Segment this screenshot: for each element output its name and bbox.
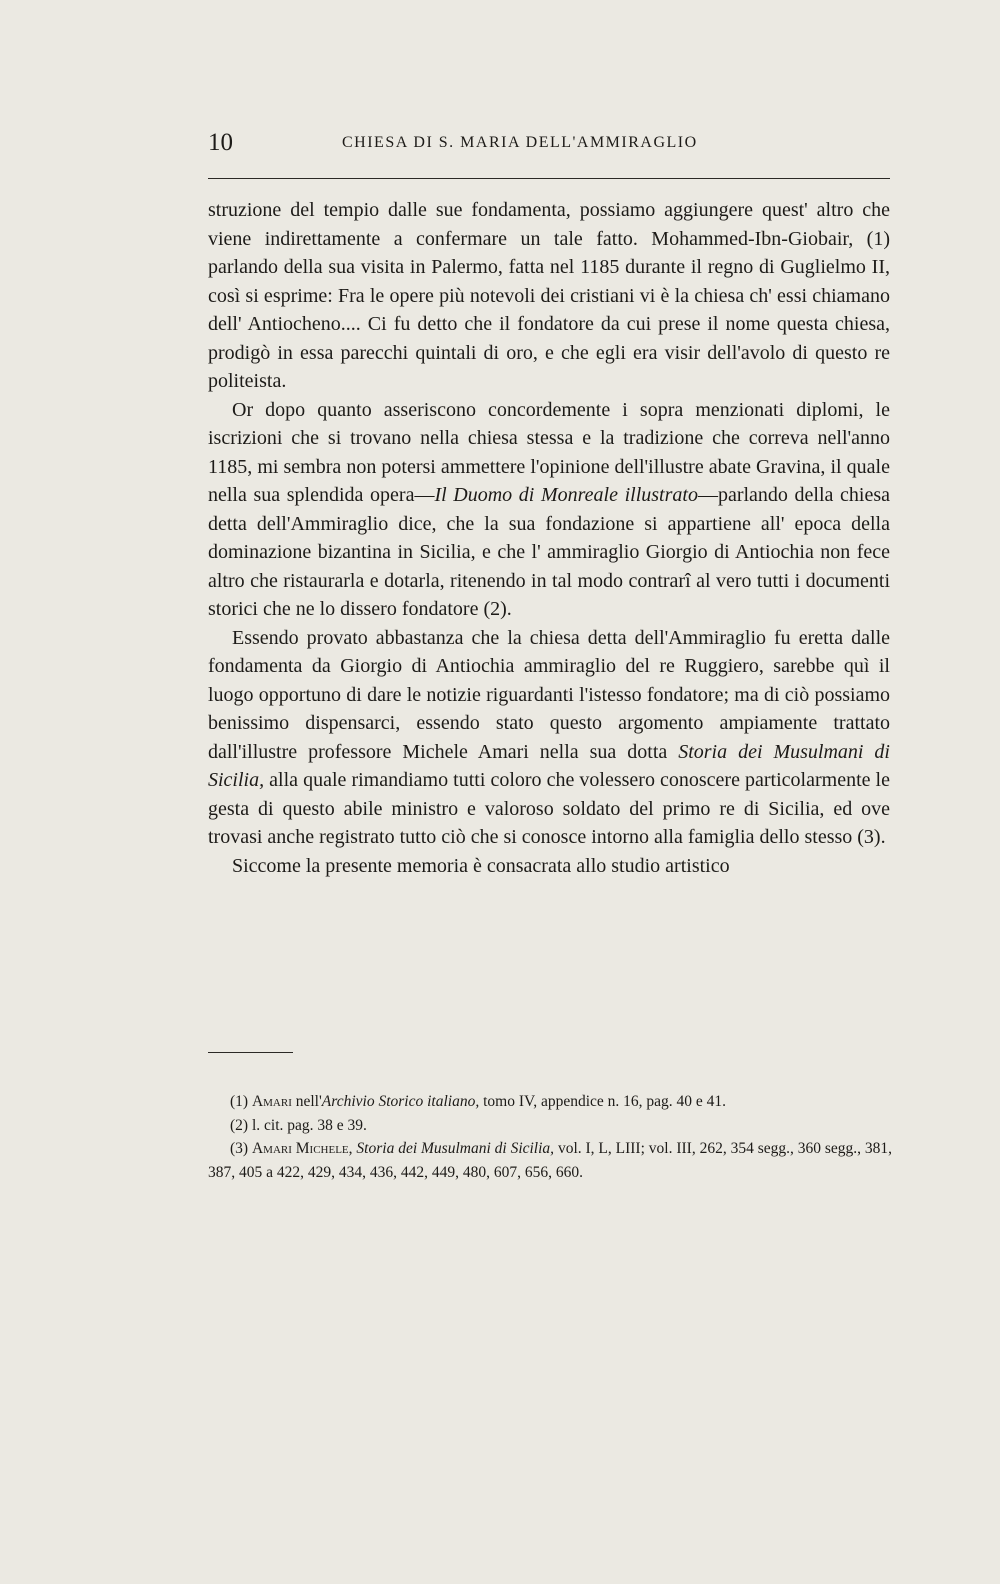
footnote-1-mark: (1)	[230, 1093, 249, 1110]
footnote-3	[208, 1137, 892, 1184]
footnote-3-author: Amari Michele,	[251, 1140, 353, 1157]
body-text	[208, 196, 890, 880]
paragraph-2-text-b: —parlando della chiesa detta dell'Ammiraglio dice, che la sua fondazione si appartiene all' epoca della dominazione bizantina in Sicilia, e che l' ammiraglio Giorgio di Antiochia non fece altro che ristaurarla e dotarla, ritenendo in tal modo contrarî al vero tutti i documenti storici che ne lo dissero fondatore (2).	[208, 484, 890, 620]
footnote-1-rest: tomo IV, appendice n. 16, pag. 40 e 41.	[479, 1093, 727, 1110]
paragraph-2-title: Il Duomo di Monreale illustrato	[434, 484, 698, 506]
footnote-1-author: Amari	[251, 1093, 292, 1110]
paragraph-3-text-a: Essendo provato abbastanza che la chiesa detta dell'Ammiraglio fu eretta dalle fondamenta da Giorgio di Antiochia ammiraglio del re Ruggiero, sarebbe quì il luogo opportuno di dare le notizie riguardanti l'istesso fondatore; ma di ciò possiamo benissimo dispensarci, essendo stato questo argomento ampiamente trattato dall'illustre professore Michele Amari nella sua dotta	[208, 626, 890, 763]
footnote-1-title: Archivio Storico italiano,	[321, 1093, 480, 1110]
footnote-3-title: Storia dei Musulmani di Sicilia,	[356, 1140, 555, 1157]
footnote-3-rest: vol. I, L, LIII; vol. III, 262, 354 segg., 360 segg., 381, 387, 405 a 422, 429, 434, 436, 442, 449, 480, 607, 656, 660.	[208, 1140, 893, 1181]
footnote-1	[208, 1090, 892, 1114]
footnote-1-pre: nell'	[295, 1093, 322, 1110]
paragraph-1: struzione del tempio dalle sue fondamenta, possiamo aggiungere quest' altro che viene indirettamente a confermare un tale fatto. Mohammed-Ibn-Giobair, (1) parlando della sua visita in Palermo, fatta nel 1185 durante il regno di Guglielmo II, così si esprime: Fra le opere più notevoli dei cristiani vi è la chiesa ch' essi chiamano dell' Antiocheno.... Ci fu detto che il fondatore da cui prese il nome questa chiesa, prodigò in essa parecchi quintali di oro, e che egli era visir dell'avolo di questo re politeista.	[208, 199, 890, 392]
paragraph-2-text-a: Or dopo quanto asseriscono concordemente i sopra menzionati diplomi, le iscrizioni che si trovano nella chiesa stessa e la tradizione che correva nell'anno 1185, mi sembra non potersi ammettere l'opinione dell'illustre abate Gravina, il quale nella sua splendida opera—	[208, 398, 890, 506]
header-rule	[208, 178, 890, 179]
running-head	[208, 128, 890, 158]
footnote-rule	[208, 1052, 293, 1053]
footnote-3-mark: (3)	[230, 1140, 249, 1157]
paragraph-3-title: Storia dei Musulmani di Sicilia,	[208, 740, 890, 791]
paragraph-4: Siccome la presente memoria è consacrata allo studio artistico	[232, 854, 730, 877]
running-title: CHIESA DI S. MARIA DELL'AMMIRAGLIO	[342, 134, 698, 151]
page-number: 10	[208, 129, 233, 156]
paragraph-2	[208, 396, 890, 624]
paragraph-3	[208, 624, 890, 852]
footnote-2: (2) l. cit. pag. 38 e 39.	[230, 1116, 367, 1134]
paragraph-3-text-b: alla quale rimandiamo tutti coloro che volessero conoscere particolarmente le gesta di questo abile ministro e valoroso soldato del primo re di Sicilia, ed ove trovasi anche registrato tutto ciò che si conosce intorno alla famiglia dello stesso (3).	[208, 769, 890, 848]
footnotes	[208, 1090, 892, 1184]
